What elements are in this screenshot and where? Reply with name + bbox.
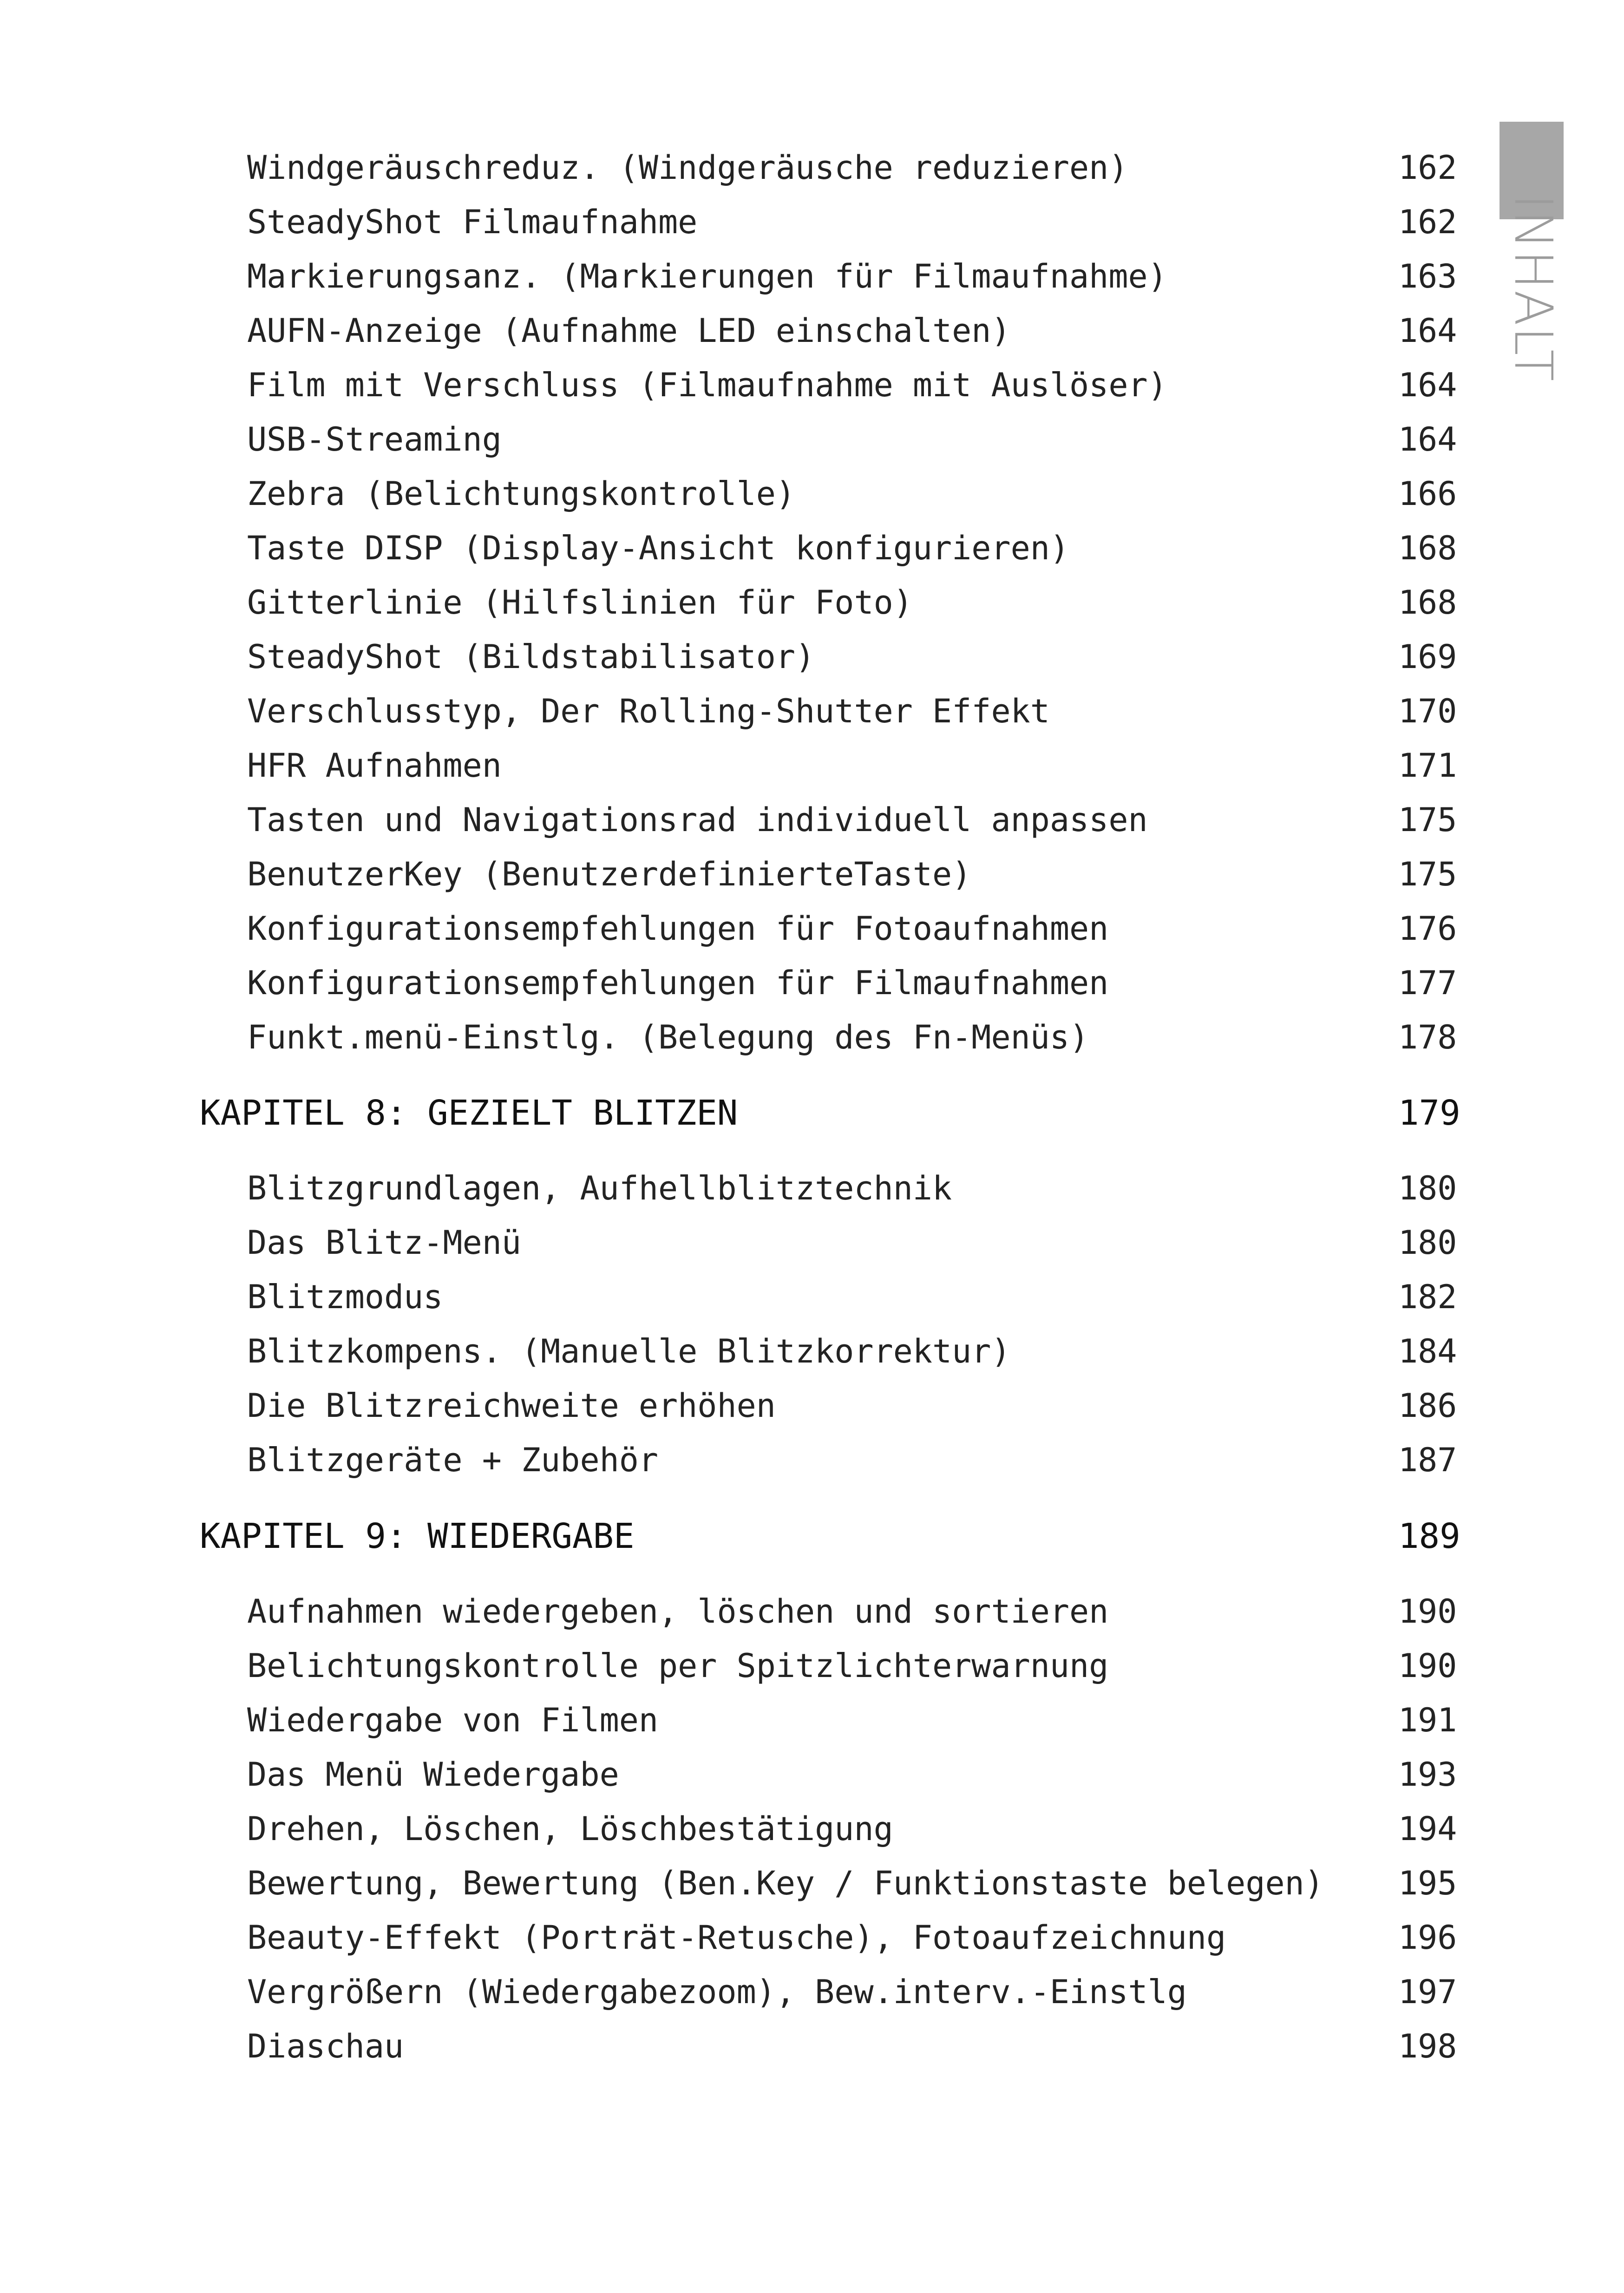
toc-entry-page: 180: [1398, 1224, 1457, 1262]
toc-entry-title: Aufnahmen wiedergeben, löschen und sortieren: [247, 1592, 1109, 1631]
toc-entry-page: 169: [1398, 638, 1457, 676]
toc-entry-page: 164: [1398, 366, 1457, 404]
toc-chapter-page: 189: [1398, 1516, 1460, 1556]
toc-entry-page: 176: [1398, 910, 1457, 948]
toc-entry-title: Gitterlinie (Hilfslinien für Foto): [247, 583, 913, 622]
section-tab-label: INHALT: [1503, 194, 1563, 382]
toc-entry-page: 184: [1398, 1332, 1457, 1370]
toc-entry-title: SteadyShot Filmaufnahme: [247, 203, 698, 241]
toc-entry-title: Das Blitz-Menü: [247, 1224, 522, 1262]
toc-entry-title: USB-Streaming: [247, 420, 502, 459]
toc-entry-page: 186: [1398, 1387, 1457, 1425]
toc-chapter-title: KAPITEL 8: GEZIELT BLITZEN: [200, 1093, 738, 1133]
toc-entry-page: 190: [1398, 1647, 1457, 1685]
toc-entry-page: 162: [1398, 203, 1457, 241]
toc-entry-title: Markierungsanz. (Markierungen für Filmaufnahme): [247, 257, 1167, 295]
toc-entry-title: Film mit Verschluss (Filmaufnahme mit Auslöser): [247, 366, 1167, 404]
toc-entry-title: BenutzerKey (BenutzerdefinierteTaste): [247, 855, 972, 893]
toc-entry-page: 164: [1398, 312, 1457, 350]
toc-entry-page: 168: [1398, 583, 1457, 622]
toc-entry-title: Beauty-Effekt (Porträt-Retusche), Fotoaufzeichnung: [247, 1919, 1226, 1957]
toc-entry-page: 170: [1398, 692, 1457, 730]
toc-entry-page: 163: [1398, 257, 1457, 295]
toc-entry-page: 177: [1398, 964, 1457, 1002]
toc-entry-page: 196: [1398, 1919, 1457, 1957]
toc-entry-page: 175: [1398, 855, 1457, 893]
toc-entry-title: Diaschau: [247, 2027, 404, 2065]
toc-entry-title: Bewertung, Bewertung (Ben.Key / Funktionstaste belegen): [247, 1864, 1324, 1902]
toc-entry-page: 182: [1398, 1278, 1457, 1316]
toc-entry-title: Tasten und Navigationsrad individuell anpassen: [247, 801, 1148, 839]
toc-entry-page: 171: [1398, 747, 1457, 785]
toc-entry-page: 191: [1398, 1701, 1457, 1739]
toc-entry-page: 164: [1398, 420, 1457, 459]
toc-chapter-title: KAPITEL 9: WIEDERGABE: [200, 1516, 635, 1556]
toc-chapter-page: 179: [1398, 1093, 1460, 1133]
toc-entry-page: 180: [1398, 1169, 1457, 1207]
toc-entry-title: Blitzgrundlagen, Aufhellblitztechnik: [247, 1169, 952, 1207]
toc-entry-page: 197: [1398, 1973, 1457, 2011]
toc-entry-title: SteadyShot (Bildstabilisator): [247, 638, 815, 676]
toc-entry-title: Taste DISP (Display-Ansicht konfigurieren): [247, 529, 1070, 567]
toc-entry-title: Belichtungskontrolle per Spitzlichterwarnung: [247, 1647, 1109, 1685]
toc-entry-title: Vergrößern (Wiedergabezoom), Bew.interv.-Einstlg: [247, 1973, 1187, 2011]
toc-entry-page: 193: [1398, 1756, 1457, 1794]
toc-entry-title: Windgeräuschreduz. (Windgeräusche reduzieren): [247, 149, 1128, 187]
toc-entry-title: Drehen, Löschen, Löschbestätigung: [247, 1810, 893, 1848]
toc-entry-page: 194: [1398, 1810, 1457, 1848]
toc-entry-page: 168: [1398, 529, 1457, 567]
toc-entry-title: Das Menü Wiedergabe: [247, 1756, 619, 1794]
toc-entry-title: Funkt.menü-Einstlg. (Belegung des Fn-Menüs): [247, 1018, 1089, 1056]
toc-entry-title: AUFN-Anzeige (Aufnahme LED einschalten): [247, 312, 1011, 350]
toc-entry-title: Blitzmodus: [247, 1278, 443, 1316]
toc-entry-title: Blitzgeräte + Zubehör: [247, 1441, 659, 1479]
toc-entry-page: 166: [1398, 475, 1457, 513]
toc-entry-title: Verschlusstyp, Der Rolling-Shutter Effekt: [247, 692, 1050, 730]
toc-entry-title: Die Blitzreichweite erhöhen: [247, 1387, 776, 1425]
toc-entry-page: 187: [1398, 1441, 1457, 1479]
toc-entry-title: Wiedergabe von Filmen: [247, 1701, 659, 1739]
toc-entry-page: 175: [1398, 801, 1457, 839]
toc-entry-page: 195: [1398, 1864, 1457, 1902]
toc-entry-page: 162: [1398, 149, 1457, 187]
toc-entry-title: Zebra (Belichtungskontrolle): [247, 475, 796, 513]
toc-entry-page: 178: [1398, 1018, 1457, 1056]
toc-entry-title: HFR Aufnahmen: [247, 747, 502, 785]
toc-entry-title: Konfigurationsempfehlungen für Fotoaufnahmen: [247, 910, 1109, 948]
toc-entry-page: 198: [1398, 2027, 1457, 2065]
toc-entry-page: 190: [1398, 1592, 1457, 1631]
toc-entry-title: Konfigurationsempfehlungen für Filmaufnahmen: [247, 964, 1109, 1002]
toc-entry-title: Blitzkompens. (Manuelle Blitzkorrektur): [247, 1332, 1011, 1370]
